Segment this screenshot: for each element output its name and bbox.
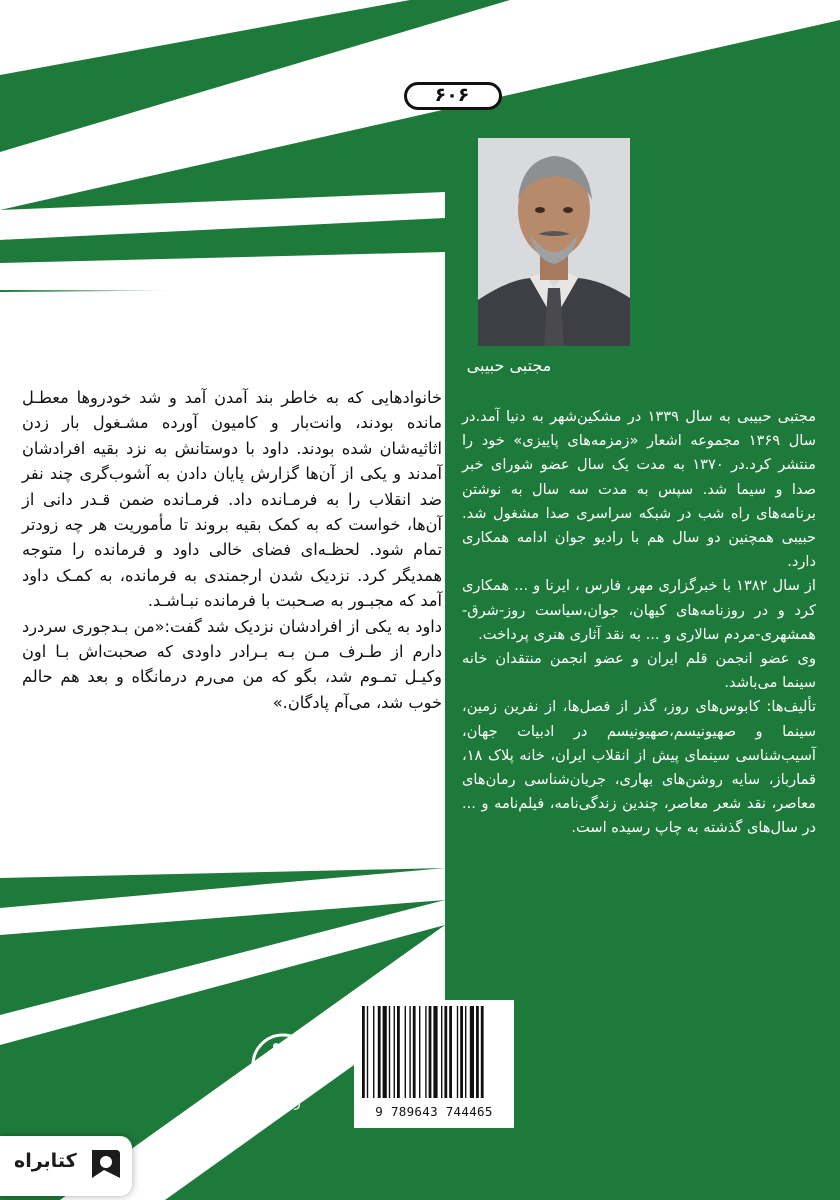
barcode-bar [383, 1006, 387, 1098]
barcode-bar [394, 1006, 395, 1098]
author-biography [462, 405, 816, 841]
barcode-bar [441, 1006, 442, 1098]
barcode-bar [481, 1006, 484, 1098]
author-photo [478, 138, 630, 346]
author-name: مجتبی حبیبی [466, 356, 552, 375]
excerpt-paragraph: خانوادهایی که به خاطر بند آمدن آمد و شد خودروها معطـل مانده بودند، وانت‌بار و کامیون آورده مشـغول بار زدن اثاثیه‌شان شده بودند. داود با دوستانش به نزد بقیه افرادشان آمدند و یکی از آن‌ها گزارش پایان دادن به آشوب‌گری چند نفر ضد انقلاب را به فرمـانده داد. فرمـانده ضمن قـدر دانی از آن‌ها، خواست که به کمک بقیه بروند تا مأموریت هر چه زودتر تمام شود. لحظـه‌ای فضای خالی داود و فرمانده را متوجه همدیگر کرد. نزدیک شدن ارجمندی به فرمانده، به کمـک داود آمد که مجبـور به صـحبت با فرمانده نبـاشـد. [22, 388, 442, 611]
barcode-bar [425, 1006, 426, 1098]
bio-paragraph: تألیف‌ها: کابوس‌های روز، گذر از فصل‌ها، از نفرین زمین، سینما و صهیونیسم،صهیونیسم در ادبیات جهان، آسیب‌شناسی سینمای پیش از انقلاب ایران، خانه پلاک ۱۸، قمارباز، سایه روشن‌های بهاری، جریان‌شناسی رمان‌های معاصر، نقد شعر معاصر، چندین زندگی‌نامه، فیلم‌نامه و ... در سال‌های گذشته به چاپ رسیده است. [462, 698, 816, 837]
barcode-bar [419, 1006, 420, 1098]
barcode-bar [405, 1006, 406, 1098]
book-excerpt [22, 385, 442, 715]
barcode-bar [409, 1006, 410, 1098]
page-number: ۶۰۶ [434, 84, 470, 106]
watermark-label: کتابراه [14, 1150, 77, 1172]
barcode-bar [457, 1006, 458, 1098]
barcode-bar [373, 1006, 374, 1098]
bio-paragraph: مجتبی حبیبی به سال ۱۳۳۹ در مشکین‌شهر به دنیا آمد.در سال ۱۳۶۹ مجموعه اشعار «زمزمه‌های پاییزی» خود را منتشر کرد.در ۱۳۷۰ به مدت یک سال عضو شورای خبر صدا و سیما شد. سپس به مدت سه سال به نوشتن برنامه‌های راه شب در شبکه سراسری صدا مشغول شد. حبیبی همچنین دو سال هم با رادیو جوان ادامه همکاری دارد. [462, 408, 817, 571]
barcode-bar [367, 1006, 368, 1098]
barcode-bars [354, 1000, 514, 1104]
publisher-logo-icon [246, 1030, 320, 1100]
barcode-bar [465, 1006, 466, 1098]
barcode-bar [449, 1006, 452, 1098]
isbn-number: 9 789643 744465 [375, 1104, 493, 1119]
author-portrait [478, 138, 630, 346]
barcode-bar [413, 1006, 416, 1098]
barcode-bar [429, 1006, 432, 1098]
ketabrah-logo-icon [86, 1146, 122, 1182]
barcode-bar [476, 1006, 479, 1098]
publisher-name: روزگار [265, 1096, 301, 1111]
bio-paragraph: از سال ۱۳۸۲ با خبرگزاری مهر، فارس ، ایرنا و ... همکاری کرد و در روزنامه‌های کیهان، جوان،سیاست روز-شرق-همشهری-مردم سالاری و ... به نقد آثاری هنری پرداخت. [462, 577, 816, 643]
barcode-bar [362, 1006, 365, 1098]
barcode-bar [397, 1006, 400, 1098]
barcode-bar [444, 1006, 447, 1098]
barcode-bar [433, 1006, 437, 1098]
barcode-bar [389, 1006, 390, 1098]
barcode-bar [378, 1006, 381, 1098]
barcode-bar [470, 1006, 474, 1098]
ketabrah-watermark[interactable] [0, 1136, 132, 1196]
barcode-bar [460, 1006, 463, 1098]
bio-paragraph: وی عضو انجمن قلم ایران و عضو انجمن منتقدان خانه سینما می‌باشد. [462, 650, 816, 692]
excerpt-paragraph: داود به یکی از افرادشان نزدیک شد گفت:«من بـدجوری سردرد دارم از طـرف مـن بـه بـرادر داودی که صحبت‌اش بـا اون وکیـل تمـوم شد، بگو که من می‌رم درمانگاه و بعد هم حالم خوب شد، می‌آم پادگان.» [22, 616, 442, 712]
